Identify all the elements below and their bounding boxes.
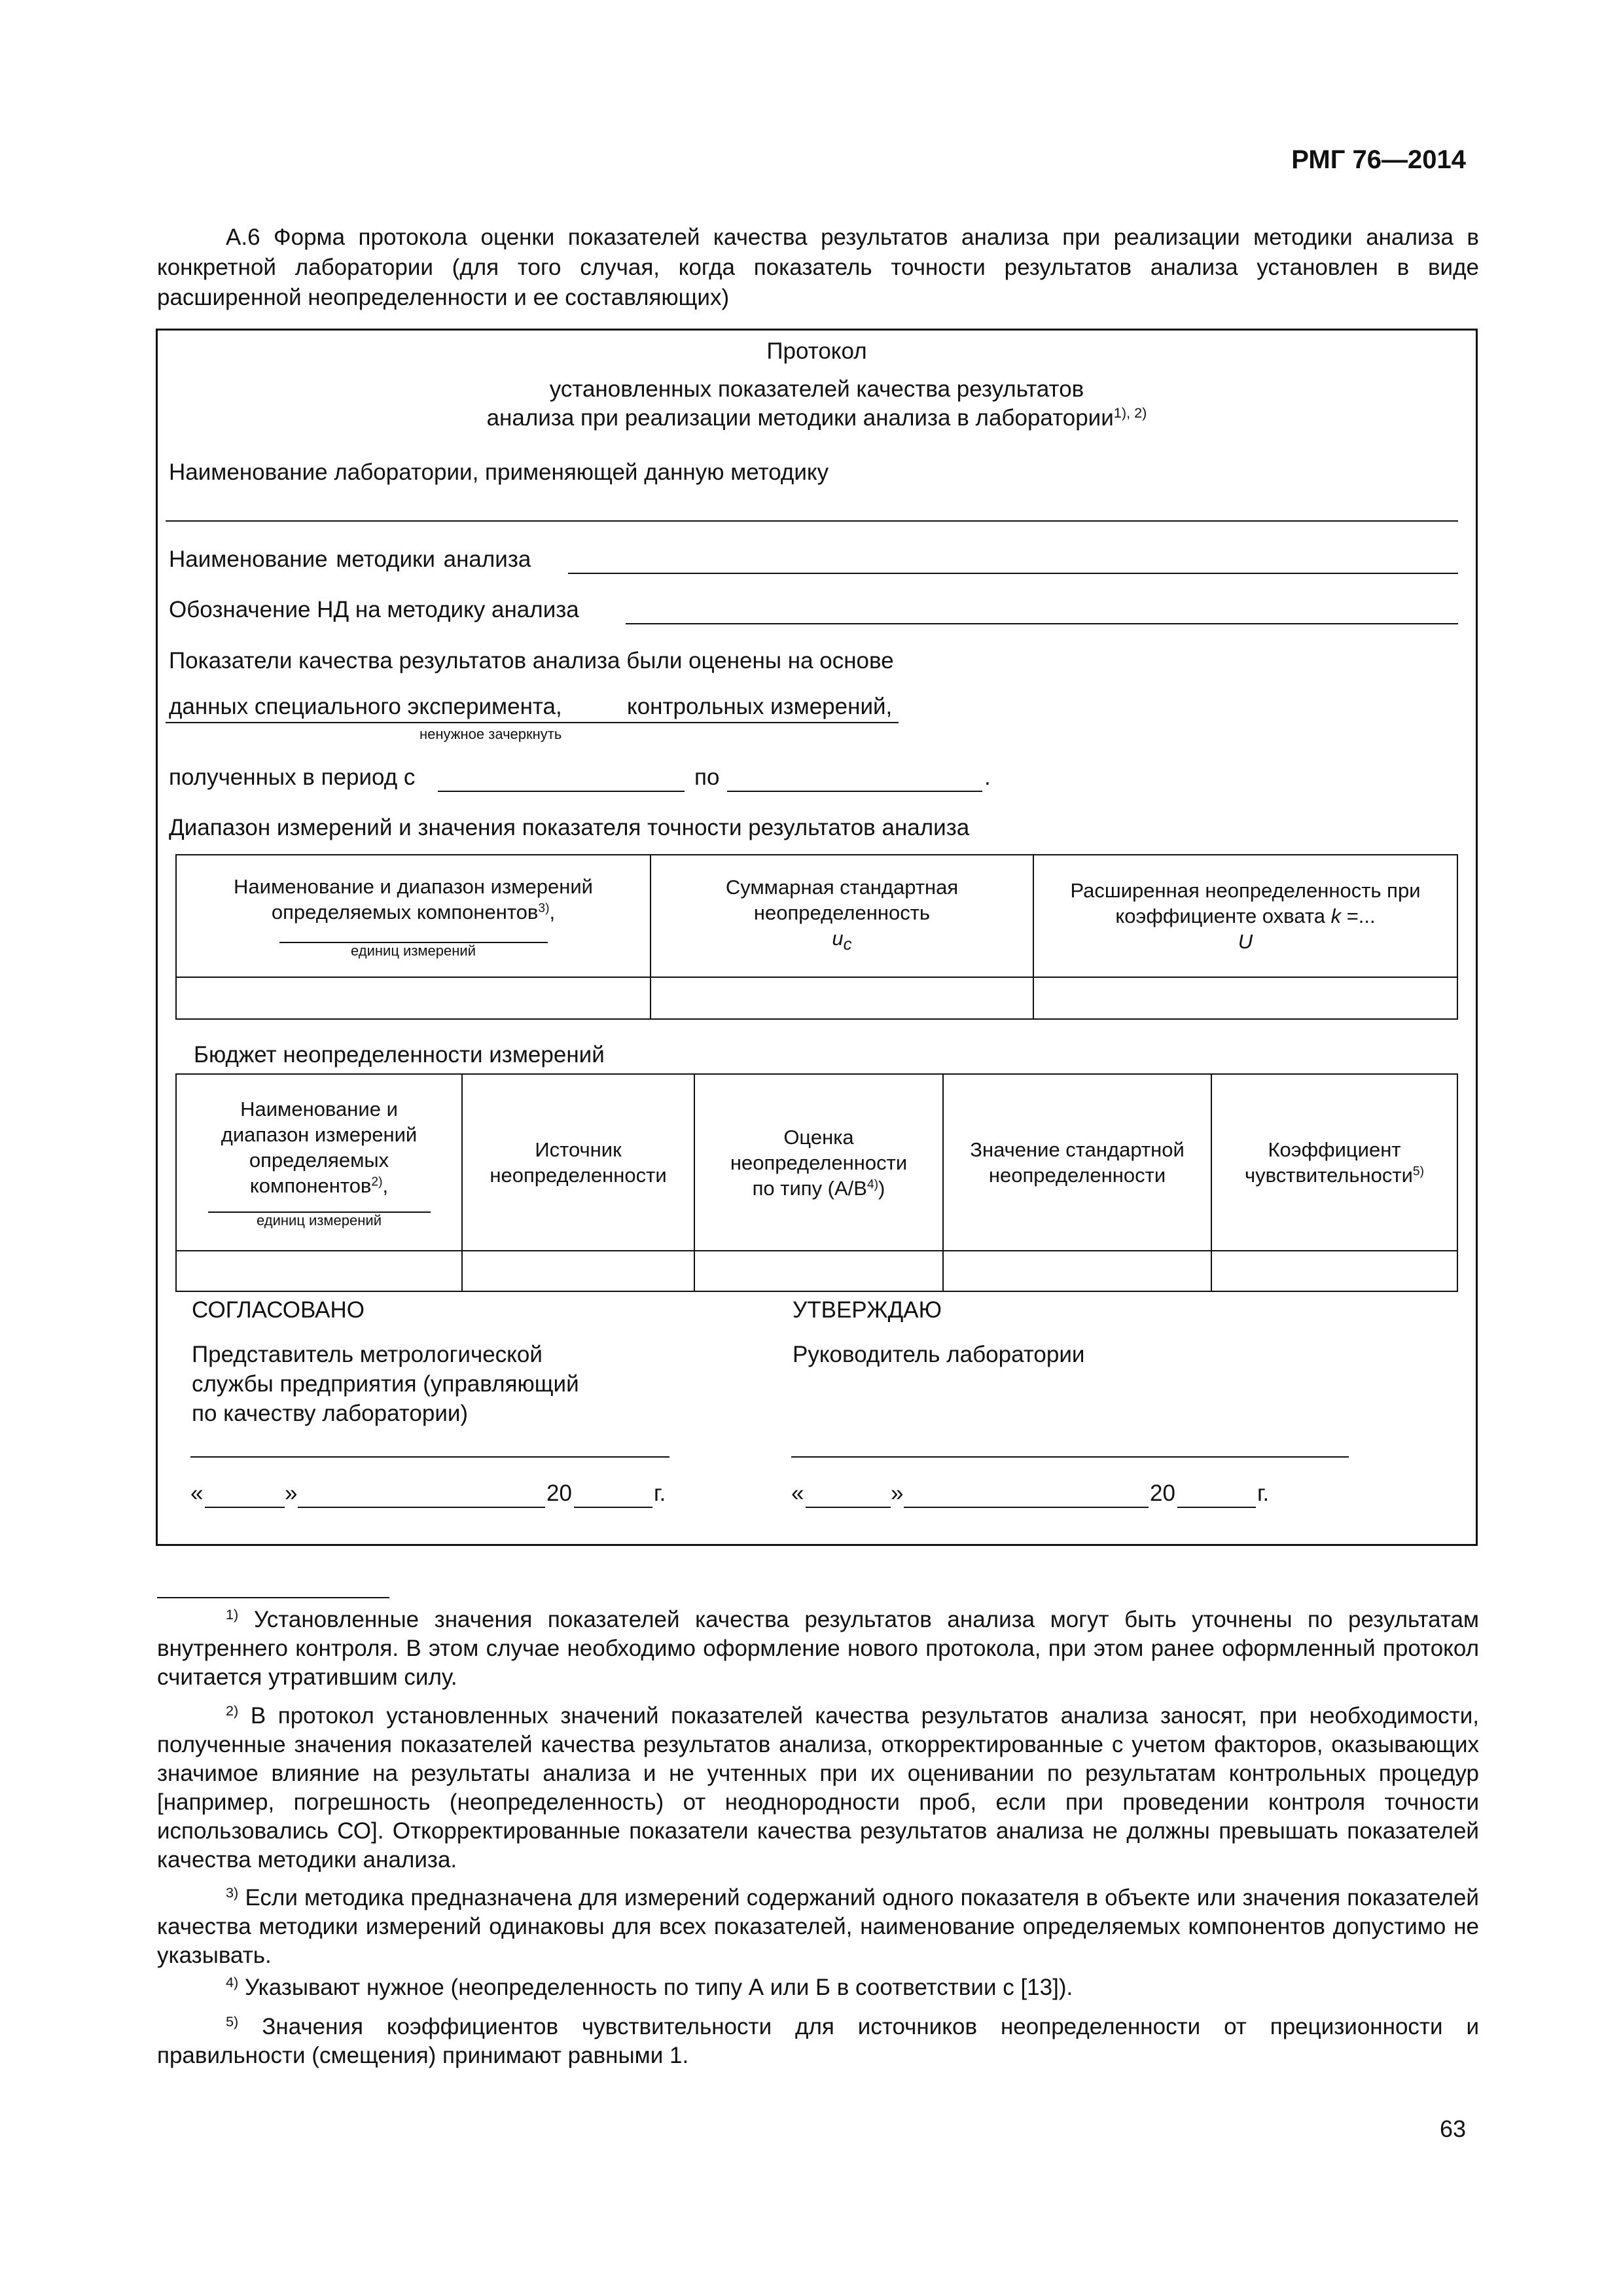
- approved-year-prefix: 20: [1150, 1480, 1175, 1506]
- method-name-field[interactable]: [568, 573, 1458, 574]
- approved-title: УТВЕРЖДАЮ: [793, 1297, 942, 1323]
- agreed-month-field[interactable]: [298, 1507, 545, 1508]
- range-col-components: Наименование и диапазон измерений определяемых компонентов$^{3)}$, единиц измерений: [176, 855, 651, 977]
- footnote-separator: [157, 1597, 389, 1598]
- agreed-date-open: «: [190, 1480, 204, 1506]
- footnote-2: $^{2)}$ В протокол установленных значений показателей качества результатов анализа заносят, при необходимости, полученные значения показателей качества результатов анализа, откорректированные с учетом факторов, оказывающих значимое влияние на результаты анализа и не учтенных при их оценивании по результатам контрольных процедур [например, погрешность (неопределенность) от неоднородности проб, если при проведении контроля точности использовались СО]. Откорректированные показатели качества результатов анализа не должны превышать показателей качества методики анализа.: [157, 1702, 1479, 1873]
- range-table: [175, 854, 1458, 1020]
- page-number: 63: [1439, 2115, 1466, 2142]
- approved-line1: Руководитель лаборатории: [793, 1342, 1085, 1367]
- range-table-header: [176, 855, 1457, 977]
- approved-date-open: «: [791, 1480, 804, 1506]
- agreed-day-field[interactable]: [205, 1507, 285, 1508]
- footnote-5: $^{5)}$ Значения коэффициентов чувствительности для источников неопределенности от прецизионности и правильности (смещения) принимают равными 1.: [157, 2013, 1479, 2068]
- range-col-combined-uncertainty: Суммарная стандартная неопределенность $u_c$: [651, 855, 1033, 977]
- range-col-expanded-uncertainty: Расширенная неопределенность при коэффициенте охвата k =... U: [1033, 855, 1457, 977]
- budget-table-row: [176, 1251, 1457, 1291]
- budget-col-type: Оценка неопределенности по типу $(А/В^{4)})$: [694, 1074, 943, 1251]
- budget-cell-1[interactable]: [176, 1251, 462, 1291]
- basis-option-control[interactable]: контрольных измерений,: [627, 694, 893, 719]
- agreed-year-field[interactable]: [574, 1507, 652, 1508]
- basis-underline: [166, 722, 899, 723]
- period-from-field[interactable]: [438, 791, 685, 792]
- strike-note: ненужное зачеркнуть: [419, 726, 562, 742]
- protocol-form: [156, 329, 1478, 1546]
- agreed-date-close: »: [285, 1480, 298, 1506]
- approved-date-close: »: [891, 1480, 904, 1506]
- budget-cell-2[interactable]: [462, 1251, 694, 1291]
- footnote-3: $^{3)}$ Если методика предназначена для измерений содержаний одного показателя в объекте или значения показателей качества методики измерений одинаковы для всех показателей, наименование определяемых компонентов допустимо не указывать.: [157, 1884, 1479, 1968]
- agreed-signature-field[interactable]: [190, 1456, 669, 1458]
- footnote-ref: 1), 2): [1113, 404, 1147, 422]
- range-heading: Диапазон измерений и значения показателя точности результатов анализа: [169, 815, 970, 840]
- budget-cell-3[interactable]: [694, 1251, 943, 1291]
- protocol-subtitle-line1: установленных показателей качества результатов: [549, 376, 1084, 402]
- period-label: полученных в период с: [169, 764, 416, 790]
- protocol-title: Протокол: [766, 338, 867, 364]
- approved-year-field[interactable]: [1177, 1507, 1256, 1508]
- basis-option-experiment[interactable]: данных специального эксперимента,: [169, 694, 562, 719]
- units-caption: единиц измерений: [351, 942, 476, 959]
- agreed-year-suffix: г.: [654, 1480, 666, 1506]
- units-caption: единиц измерений: [257, 1212, 382, 1229]
- agreed-line3: по качеству лаборатории): [192, 1401, 469, 1426]
- protocol-subtitle-line2: анализа при реализации методики анализа в лаборатории$^{1), 2)}$: [486, 404, 1147, 431]
- agreed-year-prefix: 20: [546, 1480, 572, 1506]
- footnote-1: $^{1)}$ Установленные значения показателей качества результатов анализа могут быть уточнены по результатам внутреннего контроля. В этом случае необходимо оформление нового протокола, при этом ранее оформленный протокол считается утратившим силу.: [157, 1606, 1479, 1690]
- period-end: .: [984, 764, 991, 790]
- approved-signature-field[interactable]: [791, 1456, 1349, 1458]
- budget-col-source: Источник неопределенности: [462, 1074, 694, 1251]
- period-to-field[interactable]: [727, 791, 982, 792]
- approved-day-field[interactable]: [806, 1507, 891, 1508]
- range-table-row: [176, 977, 1457, 1019]
- budget-table-header: [176, 1074, 1457, 1251]
- budget-col-standard-value: Значение стандартной неопределенности: [943, 1074, 1211, 1251]
- period-to-label: по: [694, 764, 720, 790]
- lab-name-field[interactable]: [166, 520, 1458, 522]
- budget-col-sensitivity: Коэффициент чувствительности$^{5)}$: [1211, 1074, 1457, 1251]
- budget-table: [175, 1073, 1458, 1292]
- agreed-title: СОГЛАСОВАНО: [192, 1297, 365, 1323]
- agreed-line1: Представитель метрологической: [192, 1342, 543, 1367]
- approved-month-field[interactable]: [904, 1507, 1149, 1508]
- agreed-line2: службы предприятия (управляющий: [192, 1371, 579, 1397]
- budget-heading: Бюджет неопределенности измерений: [194, 1042, 605, 1067]
- budget-col-components: Наименование и диапазон измерений определяемых компонентов$^{2)}$, единиц измерений: [176, 1074, 462, 1251]
- nd-label: Обозначение НД на методику анализа: [169, 597, 579, 622]
- basis-text: Показатели качества результатов анализа были оценены на основе: [169, 648, 894, 673]
- method-name-label: Наименование методики анализа: [169, 547, 531, 572]
- range-cell-1[interactable]: [176, 977, 651, 1019]
- intro-paragraph: А.6 Форма протокола оценки показателей качества результатов анализа при реализации методики анализа в конкретной лаборатории (для того случая, когда показатель точности результатов анализа установлен в виде расширенной неопределенности и ее составляющих): [157, 224, 1479, 310]
- nd-field[interactable]: [626, 623, 1458, 624]
- document-code: РМГ 76—2014: [1291, 145, 1466, 174]
- approved-year-suffix: г.: [1257, 1480, 1270, 1506]
- budget-cell-5[interactable]: [1211, 1251, 1457, 1291]
- budget-cell-4[interactable]: [943, 1251, 1211, 1291]
- range-cell-2[interactable]: [651, 977, 1033, 1019]
- footnote-4: $^{4)}$ Указывают нужное (неопределенность по типу А или Б в соответствии с [13]).: [226, 1974, 1073, 2000]
- range-cell-3[interactable]: [1033, 977, 1457, 1019]
- lab-name-label: Наименование лаборатории, применяющей данную методику: [169, 459, 829, 485]
